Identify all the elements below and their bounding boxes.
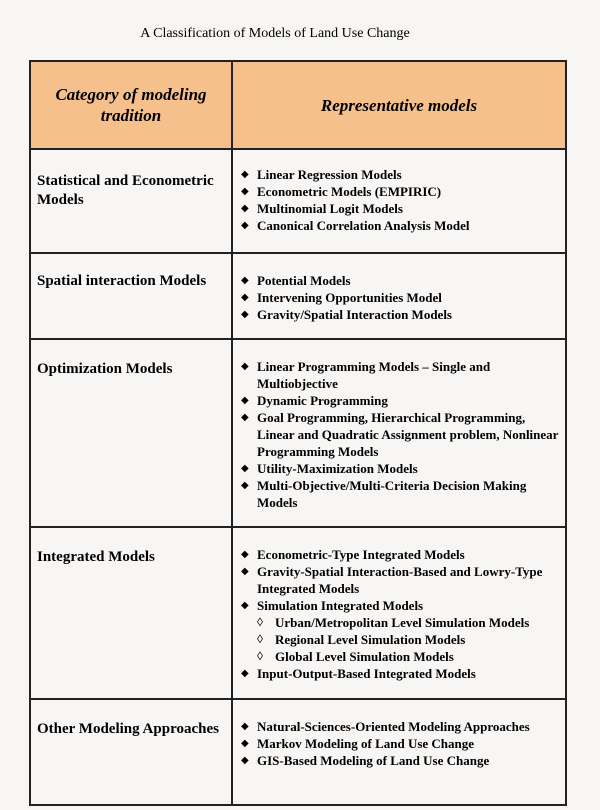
list-item <box>241 735 561 752</box>
list-item <box>241 306 561 323</box>
table-row <box>30 339 566 527</box>
model-label: Dynamic Programming <box>257 393 388 408</box>
model-label: Goal Programming, Hierarchical Programming, Linear and Quadratic Assignment problem, Nonlinear Programming Models <box>257 410 559 459</box>
sub-model-label: Global Level Simulation Models <box>275 649 454 664</box>
model-label: Markov Modeling of Land Use Change <box>257 736 475 751</box>
list-item <box>257 648 561 665</box>
models-list <box>233 150 565 234</box>
model-label: Econometric Models (EMPIRIC) <box>257 184 442 199</box>
models-list <box>233 254 565 323</box>
list-item <box>241 217 561 234</box>
category-cell <box>30 339 232 527</box>
list-item <box>241 183 561 200</box>
model-label: Intervening Opportunities Model <box>257 290 442 305</box>
category-label: Other Modeling Approaches <box>37 721 219 737</box>
category-label: Optimization Models <box>37 361 173 377</box>
model-label: Input-Output-Based Integrated Models <box>257 666 476 681</box>
model-label: Natural-Sciences-Oriented Modeling Approaches <box>257 719 530 734</box>
category-cell <box>30 527 232 699</box>
models-list <box>233 340 565 511</box>
hollow-diamond-bullet-icon: ◊ <box>257 649 263 663</box>
models-cell <box>232 339 566 527</box>
model-label: Utility-Maximization Models <box>257 461 418 476</box>
sub-models-list <box>257 614 561 665</box>
list-item <box>241 289 561 306</box>
category-cell <box>30 149 232 253</box>
models-list <box>233 528 565 682</box>
diamond-bullet-icon: ◆ <box>241 292 249 303</box>
table-header-row <box>30 61 566 149</box>
table-row <box>30 527 566 699</box>
list-item <box>241 563 561 597</box>
diamond-bullet-icon: ◆ <box>241 395 249 406</box>
diamond-bullet-icon: ◆ <box>241 463 249 474</box>
table-row <box>30 149 566 253</box>
sub-model-label: Regional Level Simulation Models <box>275 632 466 647</box>
diamond-bullet-icon: ◆ <box>241 412 249 423</box>
list-item <box>241 665 561 682</box>
list-item <box>241 409 561 460</box>
diamond-bullet-icon: ◆ <box>241 566 249 577</box>
diamond-bullet-icon: ◆ <box>241 549 249 560</box>
models-cell <box>232 699 566 805</box>
list-item <box>241 272 561 289</box>
table-row <box>30 699 566 805</box>
diamond-bullet-icon: ◆ <box>241 721 249 732</box>
header-models <box>232 61 566 149</box>
list-item <box>241 597 561 665</box>
category-label: Spatial interaction Models <box>37 273 207 289</box>
header-category-label: Category of modeling tradition <box>55 85 207 125</box>
diamond-bullet-icon: ◆ <box>241 361 249 372</box>
list-item <box>241 358 561 392</box>
models-cell <box>232 149 566 253</box>
diamond-bullet-icon: ◆ <box>241 169 249 180</box>
model-label: GIS-Based Modeling of Land Use Change <box>257 753 490 768</box>
diamond-bullet-icon: ◆ <box>241 600 249 611</box>
classification-table <box>29 60 567 806</box>
list-item <box>241 460 561 477</box>
model-label: Canonical Correlation Analysis Model <box>257 218 470 233</box>
diamond-bullet-icon: ◆ <box>241 755 249 766</box>
list-item <box>241 718 561 735</box>
list-item <box>241 392 561 409</box>
model-label: Linear Programming Models – Single and Multiobjective <box>257 359 491 391</box>
list-item <box>241 166 561 183</box>
list-item <box>257 631 561 648</box>
diamond-bullet-icon: ◆ <box>241 275 249 286</box>
list-item <box>241 546 561 563</box>
table-caption: A Classification of Models of Land Use Change <box>140 26 410 41</box>
diamond-bullet-icon: ◆ <box>241 220 249 231</box>
list-item <box>241 200 561 217</box>
diamond-bullet-icon: ◆ <box>241 480 249 491</box>
model-label: Simulation Integrated Models <box>257 598 424 613</box>
table-row <box>30 253 566 339</box>
model-label: Linear Regression Models <box>257 167 402 182</box>
hollow-diamond-bullet-icon: ◊ <box>257 615 263 629</box>
model-label: Gravity-Spatial Interaction-Based and Lowry-Type Integrated Models <box>257 564 543 596</box>
list-item <box>241 752 561 769</box>
model-label: Multi-Objective/Multi-Criteria Decision Making Models <box>257 478 527 510</box>
model-label: Gravity/Spatial Interaction Models <box>257 307 452 322</box>
hollow-diamond-bullet-icon: ◊ <box>257 632 263 646</box>
header-models-label: Representative models <box>320 95 478 115</box>
diamond-bullet-icon: ◆ <box>241 668 249 679</box>
model-label: Potential Models <box>257 273 351 288</box>
models-list <box>233 700 565 769</box>
diamond-bullet-icon: ◆ <box>241 186 249 197</box>
diamond-bullet-icon: ◆ <box>241 738 249 749</box>
model-label: Multinomial Logit Models <box>257 201 403 216</box>
model-label: Econometric-Type Integrated Models <box>257 547 465 562</box>
diamond-bullet-icon: ◆ <box>241 203 249 214</box>
models-cell <box>232 527 566 699</box>
models-cell <box>232 253 566 339</box>
list-item <box>241 477 561 511</box>
header-category <box>30 61 232 149</box>
category-label: Integrated Models <box>37 549 155 565</box>
sub-model-label: Urban/Metropolitan Level Simulation Models <box>275 615 530 630</box>
category-label: Statistical and Econometric Models <box>37 173 214 208</box>
list-item <box>257 614 561 631</box>
category-cell <box>30 253 232 339</box>
diamond-bullet-icon: ◆ <box>241 309 249 320</box>
category-cell <box>30 699 232 805</box>
